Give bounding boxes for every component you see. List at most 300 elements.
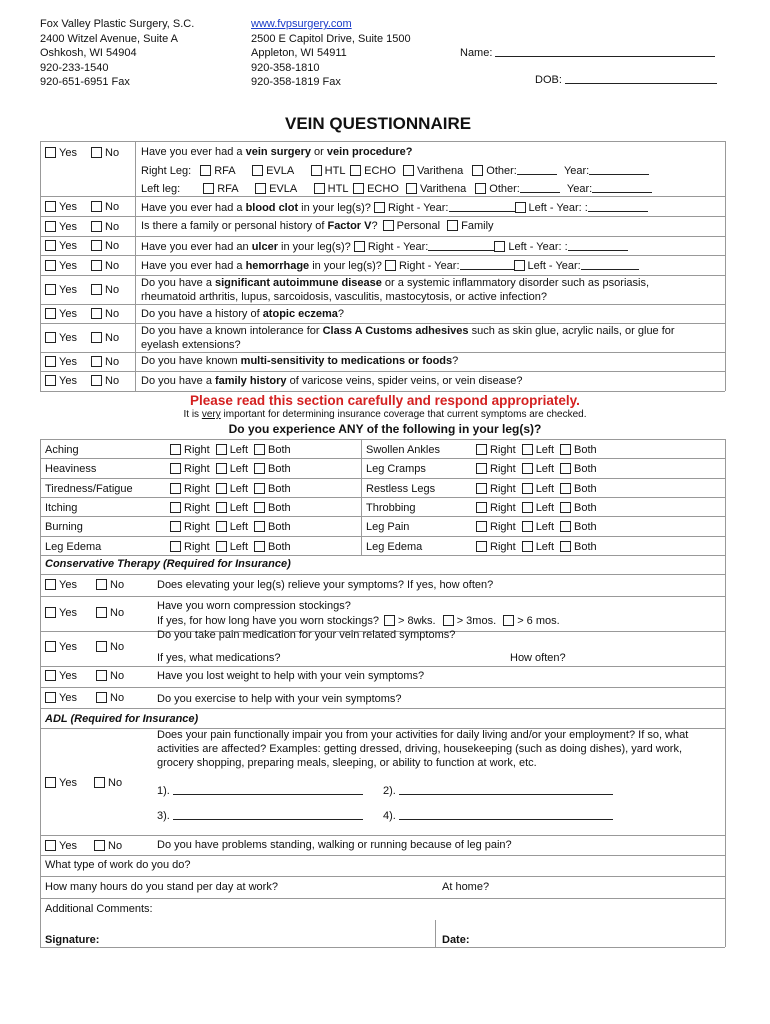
right-year-blank[interactable]: [428, 240, 494, 251]
weight-yes-no: [45, 670, 124, 682]
meds-question: Do you take pain medication for your vein related symptoms?: [157, 629, 456, 641]
right-symptom-side-options: [476, 541, 597, 553]
other-checkbox[interactable]: [475, 183, 486, 194]
left-checkbox[interactable]: [216, 521, 227, 532]
year-blank[interactable]: [592, 182, 652, 193]
no-checkbox[interactable]: [91, 284, 102, 295]
question-vein-procedure: [141, 146, 412, 158]
both-label: Both: [268, 541, 291, 553]
left-checkbox[interactable]: [216, 541, 227, 552]
option-label: HTL: [327, 183, 349, 195]
no-label: No: [105, 147, 120, 159]
other-blank[interactable]: [517, 164, 557, 175]
q9-yes-no: [45, 356, 119, 368]
htl-checkbox[interactable]: [314, 183, 325, 194]
no-checkbox[interactable]: [91, 221, 102, 232]
phone: 920-358-1810: [251, 61, 320, 74]
no-label: No: [110, 692, 125, 704]
question-hemorrhage: [141, 259, 639, 272]
question-ulcer: [141, 240, 628, 253]
yes-label: Yes: [59, 221, 77, 233]
option-label: ECHO: [367, 183, 399, 195]
activity-3: [157, 809, 363, 822]
no-checkbox[interactable]: [96, 670, 107, 681]
rfa-checkbox[interactable]: [203, 183, 214, 194]
text-bold: hemorrhage: [245, 260, 310, 272]
right-label: Right: [490, 521, 516, 533]
evla-checkbox[interactable]: [255, 183, 266, 194]
no-label: No: [105, 332, 120, 344]
right-label: Right: [490, 502, 516, 514]
left-symptom-side-options: [170, 483, 291, 495]
right-label: Right: [184, 463, 210, 475]
option-label: EVLA: [269, 183, 297, 195]
right-checkbox[interactable]: [476, 463, 487, 474]
stockings-yes-no: [45, 607, 124, 619]
symptoms-question: Do you experience ANY of the following in your leg(s)?: [228, 422, 542, 436]
no-label: No: [110, 579, 125, 591]
yes-label: Yes: [59, 670, 77, 682]
meds-often-label: How often?: [510, 652, 566, 664]
symptom-label: Throbbing: [366, 502, 416, 514]
symptom-label: Restless Legs: [366, 483, 436, 495]
right-checkbox[interactable]: [170, 444, 181, 455]
text: ?: [371, 220, 378, 232]
text: If yes, for how long have you worn stockings?: [157, 615, 379, 627]
activity-4-blank[interactable]: [399, 809, 613, 820]
no-label: No: [105, 201, 120, 213]
q1-yes-no: [45, 147, 119, 159]
left-label: Left: [535, 483, 555, 495]
right-year-blank[interactable]: [449, 201, 515, 212]
both-label: Both: [574, 502, 597, 514]
yes-label: Yes: [59, 332, 77, 344]
q10-yes-no: [45, 375, 119, 387]
name-field[interactable]: [460, 46, 715, 59]
yes-checkbox[interactable]: [45, 240, 56, 251]
symptom-label: Tiredness/Fatigue: [45, 483, 133, 495]
yes-label: Yes: [59, 284, 77, 296]
dob-blank[interactable]: [565, 73, 717, 84]
yes-checkbox[interactable]: [45, 201, 56, 212]
symptom-label: Leg Edema: [45, 541, 102, 553]
left-symptom-side-options: [170, 521, 291, 533]
both-label: Both: [574, 444, 597, 456]
both-checkbox[interactable]: [560, 521, 571, 532]
date-label: Date:: [442, 934, 470, 946]
right-checkbox[interactable]: [476, 444, 487, 455]
yes-checkbox[interactable]: [45, 147, 56, 158]
left-checkbox[interactable]: [515, 202, 526, 213]
no-label: No: [105, 375, 120, 387]
left-label: Left: [535, 463, 555, 475]
right-checkbox[interactable]: [476, 541, 487, 552]
left-checkbox[interactable]: [494, 241, 505, 252]
no-checkbox[interactable]: [91, 332, 102, 343]
no-checkbox[interactable]: [96, 579, 107, 590]
left-year-blank[interactable]: [581, 259, 639, 270]
both-checkbox[interactable]: [254, 541, 265, 552]
personal-checkbox[interactable]: [383, 220, 394, 231]
stand-hours-label: How many hours do you stand per day at work?: [45, 881, 278, 893]
family-label: Family: [461, 220, 494, 232]
right-checkbox[interactable]: [354, 241, 365, 252]
no-checkbox[interactable]: [91, 240, 102, 251]
text-bold: atopic eczema: [262, 308, 338, 320]
option-label: Varithena: [416, 165, 464, 177]
no-label: No: [110, 670, 125, 682]
q2-yes-no: [45, 201, 119, 213]
adl-heading: ADL (Required for Insurance): [45, 713, 199, 725]
left-checkbox[interactable]: [522, 483, 533, 494]
both-checkbox[interactable]: [560, 444, 571, 455]
conservative-heading: Conservative Therapy (Required for Insurance): [45, 558, 291, 570]
question-autoimmune: [141, 276, 649, 304]
exercise-question: Do you exercise to help with your vein symptoms?: [157, 693, 402, 705]
right-label: Right: [184, 483, 210, 495]
phone: 920-233-1540: [40, 61, 109, 74]
text-bold: Class A Customs adhesives: [322, 325, 469, 337]
no-label: No: [105, 260, 120, 272]
right-checkbox[interactable]: [170, 541, 181, 552]
no-checkbox[interactable]: [91, 356, 102, 367]
yes-checkbox[interactable]: [45, 221, 56, 232]
activity-4: [383, 809, 613, 822]
stockings-duration: [157, 615, 560, 627]
number: 2).: [383, 785, 396, 797]
yes-label: Yes: [59, 147, 77, 159]
left-label: Left: [229, 483, 249, 495]
both-checkbox[interactable]: [560, 463, 571, 474]
both-label: Both: [574, 463, 597, 475]
left-checkbox[interactable]: [522, 463, 533, 474]
standing-yes-no: [45, 840, 122, 852]
text: Have you ever had an: [141, 241, 252, 253]
both-checkbox[interactable]: [254, 483, 265, 494]
both-label: Both: [268, 521, 291, 533]
option-label: Other:: [486, 165, 517, 177]
left-label: Left: [229, 502, 249, 514]
left-checkbox[interactable]: [522, 502, 533, 513]
no-label: No: [110, 607, 125, 619]
yes-checkbox[interactable]: [45, 607, 56, 618]
yes-checkbox[interactable]: [45, 777, 56, 788]
left-year-label: Left - Year:: [527, 260, 581, 272]
q5-yes-no: [45, 260, 119, 272]
text: grocery shopping, preparing meals, sleeping, or ability to function at work, etc.: [157, 757, 537, 769]
left-symptom-side-options: [170, 444, 291, 456]
yes-label: Yes: [59, 840, 77, 852]
left-checkbox[interactable]: [522, 444, 533, 455]
right-symptom-side-options: [476, 463, 597, 475]
symptom-label: Itching: [45, 502, 78, 514]
no-checkbox[interactable]: [94, 840, 105, 851]
address-line: 2400 Witzel Avenue, Suite A: [40, 32, 178, 45]
right-label: Right: [490, 444, 516, 456]
option-label: > 3mos.: [456, 615, 497, 627]
clinic-address-appleton: [251, 17, 411, 90]
both-label: Both: [574, 521, 597, 533]
both-checkbox[interactable]: [254, 463, 265, 474]
right-label: Right: [490, 463, 516, 475]
exercise-yes-no: [45, 692, 124, 704]
yes-checkbox[interactable]: [45, 692, 56, 703]
option-label: EVLA: [266, 165, 294, 177]
yes-checkbox[interactable]: [45, 670, 56, 681]
text-bold: blood clot: [245, 202, 299, 214]
clinic-name: Fox Valley Plastic Surgery, S.C.: [40, 18, 195, 30]
meds-which-label: If yes, what medications?: [157, 652, 281, 664]
notice-subtitle: [0, 409, 770, 420]
yes-checkbox[interactable]: [45, 840, 56, 851]
right-label: Right: [490, 483, 516, 495]
right-year-label: Right - Year:: [367, 241, 429, 253]
left-label: Left: [229, 444, 249, 456]
year-blank[interactable]: [589, 164, 649, 175]
right-checkbox[interactable]: [170, 463, 181, 474]
left-symptom-side-options: [170, 502, 291, 514]
left-year-label: Left - Year: :: [508, 241, 568, 253]
left-checkbox[interactable]: [514, 260, 525, 271]
no-label: No: [105, 284, 120, 296]
no-checkbox[interactable]: [91, 260, 102, 271]
no-label: No: [108, 777, 123, 789]
no-checkbox[interactable]: [96, 692, 107, 703]
yes-checkbox[interactable]: [45, 308, 56, 319]
yes-label: Yes: [59, 607, 77, 619]
family-checkbox[interactable]: [447, 220, 458, 231]
right-label: Right: [490, 541, 516, 553]
number: 3).: [157, 810, 170, 822]
left-symptom-side-options: [170, 541, 291, 553]
question-family-history: [141, 375, 523, 387]
option-label: > 8wks.: [398, 615, 436, 627]
left-checkbox[interactable]: [216, 463, 227, 474]
yes-label: Yes: [59, 201, 77, 213]
varithena-checkbox[interactable]: [403, 165, 414, 176]
other-blank[interactable]: [520, 182, 560, 193]
yes-label: Yes: [59, 375, 77, 387]
left-label: Left: [535, 541, 555, 553]
q3-yes-no: [45, 221, 119, 233]
evla-checkbox[interactable]: [252, 165, 263, 176]
option-label: HTL: [324, 165, 346, 177]
activity-2-blank[interactable]: [399, 784, 613, 795]
left-label: Left: [535, 502, 555, 514]
left-year-blank[interactable]: [588, 201, 648, 212]
activity-1-blank[interactable]: [173, 784, 363, 795]
additional-comments-label: Additional Comments:: [45, 903, 153, 915]
no-checkbox[interactable]: [91, 147, 102, 158]
option-label: RFA: [214, 165, 236, 177]
q6-yes-no: [45, 284, 119, 296]
yes-checkbox[interactable]: [45, 641, 56, 652]
text-bold: vein procedure?: [326, 146, 413, 158]
both-checkbox[interactable]: [560, 541, 571, 552]
left-checkbox[interactable]: [522, 521, 533, 532]
both-label: Both: [574, 541, 597, 553]
both-label: Both: [574, 483, 597, 495]
right-symptom-side-options: [476, 502, 597, 514]
both-label: Both: [268, 463, 291, 475]
left-label: Left: [229, 541, 249, 553]
yes-label: Yes: [59, 777, 77, 789]
both-checkbox[interactable]: [254, 502, 265, 513]
yes-checkbox[interactable]: [45, 332, 56, 343]
elevate-yes-no: [45, 579, 124, 591]
right-checkbox[interactable]: [476, 521, 487, 532]
symptom-label: Leg Cramps: [366, 463, 426, 475]
yes-checkbox[interactable]: [45, 375, 56, 386]
both-label: Both: [268, 444, 291, 456]
left-checkbox[interactable]: [216, 444, 227, 455]
text: activities are affected? Examples: getting dressed, driving, housekeeping (such as doing dishes), yard work,: [157, 743, 683, 755]
notice-title: Please read this section carefully and respond appropriately.: [190, 393, 580, 408]
activity-2: [383, 784, 613, 797]
text: in your leg(s)?: [298, 202, 371, 214]
right-checkbox[interactable]: [374, 202, 385, 213]
right-checkbox[interactable]: [385, 260, 396, 271]
both-checkbox[interactable]: [254, 444, 265, 455]
yes-label: Yes: [59, 579, 77, 591]
other-checkbox[interactable]: [472, 165, 483, 176]
yes-label: Yes: [59, 260, 77, 272]
no-checkbox[interactable]: [91, 308, 102, 319]
yes-checkbox[interactable]: [45, 284, 56, 295]
echo-checkbox[interactable]: [353, 183, 364, 194]
address-city: Oshkosh, WI 54904: [40, 47, 137, 59]
rfa-checkbox[interactable]: [200, 165, 211, 176]
no-checkbox[interactable]: [91, 375, 102, 386]
question-factor-v: [141, 220, 494, 232]
website-link[interactable]: www.fvpsurgery.com: [251, 18, 352, 30]
text: of varicose veins, spider veins, or vein disease?: [286, 375, 523, 387]
both-checkbox[interactable]: [560, 502, 571, 513]
personal-label: Personal: [396, 220, 441, 232]
no-checkbox[interactable]: [96, 607, 107, 618]
text: Does your pain functionally impair you from your activities for daily living and/or your employment? If so, what: [157, 729, 689, 741]
no-label: No: [110, 641, 125, 653]
q8-yes-no: [45, 332, 119, 344]
yes-checkbox[interactable]: [45, 356, 56, 367]
left-year-label: Left - Year: :: [528, 202, 588, 214]
adl-yes-no: [45, 777, 122, 789]
right-year-blank[interactable]: [460, 259, 514, 270]
yes-checkbox[interactable]: [45, 260, 56, 271]
option-label: > 6 mos.: [517, 615, 560, 627]
no-label: No: [105, 240, 120, 252]
year-label: Year:: [566, 183, 593, 195]
3mos-checkbox[interactable]: [443, 615, 454, 626]
at-home-label: At home?: [442, 881, 490, 893]
6mos-checkbox[interactable]: [503, 615, 514, 626]
left-year-blank[interactable]: [568, 240, 628, 251]
text: Do you have a: [141, 375, 215, 387]
left-checkbox[interactable]: [216, 502, 227, 513]
text: such as skin glue, acrylic nails, or glue for: [468, 325, 675, 337]
right-symptom-side-options: [476, 483, 597, 495]
8wks-checkbox[interactable]: [384, 615, 395, 626]
text: or a systemic inflammatory disorder such as psoriasis,: [381, 277, 650, 289]
text: important for determining insurance coverage that current symptoms are checked.: [220, 409, 587, 420]
yes-label: Yes: [59, 641, 77, 653]
text: ?: [452, 355, 459, 367]
dob-field[interactable]: [535, 73, 717, 86]
no-checkbox[interactable]: [96, 641, 107, 652]
question-blood-clot: [141, 201, 648, 214]
text: Have you ever had a: [141, 260, 246, 272]
yes-label: Yes: [59, 308, 77, 320]
name-blank[interactable]: [495, 46, 715, 57]
question-eczema: [141, 308, 344, 320]
no-label: No: [105, 221, 120, 233]
left-checkbox[interactable]: [216, 483, 227, 494]
elevate-question: Does elevating your leg(s) relieve your symptoms? If yes, how often?: [157, 579, 494, 591]
right-checkbox[interactable]: [476, 483, 487, 494]
text: rheumatoid arthritis, lupus, sarcoidosis, vasculitis, mastocytosis, or active infection?: [141, 291, 547, 303]
echo-checkbox[interactable]: [350, 165, 361, 176]
question-adhesives: [141, 324, 675, 352]
option-label: ECHO: [364, 165, 396, 177]
standing-question: Do you have problems standing, walking or running because of leg pain?: [157, 839, 512, 851]
text: ?: [337, 308, 345, 320]
right-symptom-side-options: [476, 521, 597, 533]
text: Have you ever had a: [141, 202, 246, 214]
activity-1: [157, 784, 363, 797]
activity-3-blank[interactable]: [173, 809, 363, 820]
option-label: Varithena: [419, 183, 467, 195]
left-checkbox[interactable]: [522, 541, 533, 552]
text: Is there a family or personal history of: [141, 220, 328, 232]
symptom-label: Aching: [45, 444, 79, 456]
right-symptom-side-options: [476, 444, 597, 456]
both-checkbox[interactable]: [560, 483, 571, 494]
q7-yes-no: [45, 308, 119, 320]
right-checkbox[interactable]: [476, 502, 487, 513]
yes-label: Yes: [59, 692, 77, 704]
right-leg-procedures: [141, 164, 649, 177]
work-type-label: What type of work do you do?: [45, 859, 191, 871]
address-city: Appleton, WI 54911: [251, 47, 347, 59]
yes-checkbox[interactable]: [45, 579, 56, 590]
text: It is: [183, 409, 202, 420]
right-label: Right: [184, 502, 210, 514]
no-checkbox[interactable]: [91, 201, 102, 212]
left-label: Left: [229, 463, 249, 475]
both-label: Both: [268, 483, 291, 495]
question-multi-sensitivity: [141, 355, 458, 367]
right-label: Right: [184, 444, 210, 456]
right-label: Right: [184, 541, 210, 553]
symptom-label: Leg Pain: [366, 521, 410, 533]
text: Do you have known: [141, 355, 241, 367]
text: Do you have a known intolerance for: [141, 325, 323, 337]
text-bold: Factor V: [327, 220, 372, 232]
dob-label: DOB:: [535, 74, 562, 86]
right-checkbox[interactable]: [170, 502, 181, 513]
text-bold: significant autoimmune disease: [215, 277, 382, 289]
page-title: VEIN QUESTIONNAIRE: [285, 114, 472, 133]
no-checkbox[interactable]: [94, 777, 105, 788]
varithena-checkbox[interactable]: [406, 183, 417, 194]
address-line: 2500 E Capitol Drive, Suite 1500: [251, 32, 411, 45]
left-label: Left: [535, 444, 555, 456]
both-checkbox[interactable]: [254, 521, 265, 532]
right-checkbox[interactable]: [170, 521, 181, 532]
right-checkbox[interactable]: [170, 483, 181, 494]
right-year-label: Right - Year:: [398, 260, 460, 272]
htl-checkbox[interactable]: [311, 165, 322, 176]
